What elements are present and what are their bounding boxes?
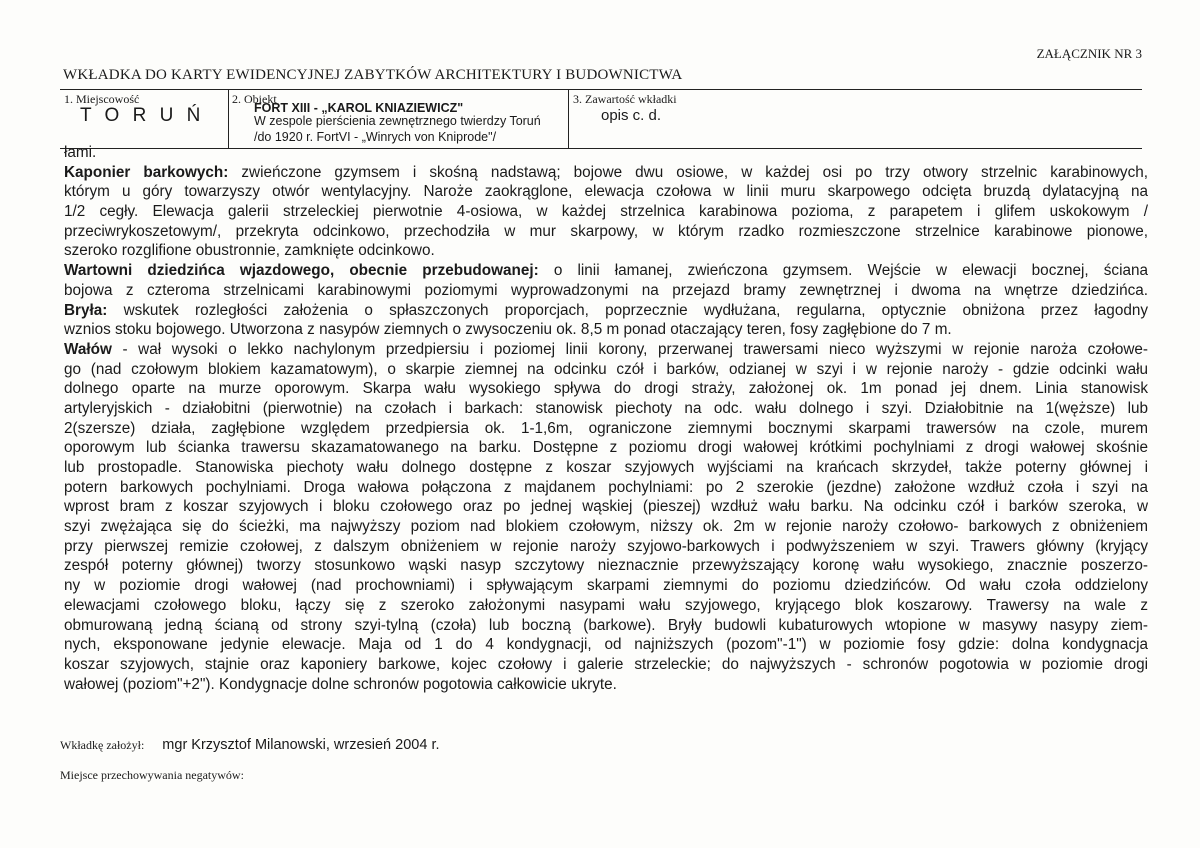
line-text: oporowym lub ścianka trawersu skazamatowanego na barku. Dostępne z poziomu drogi wałowej krótkimi pochylniami z drogi wałowej skośnie — [64, 439, 1148, 457]
line-text: go (nad czołowym blokiem kazamatowym), o skarpie ziemnej na odcinku czół i barków, odzianej w szyi i w rejonie naroży - gdzie odcinki wału — [64, 360, 1148, 378]
line-text: wznios stoku bojowego. Utworzona z nasypów ziemnych o zwysoczeniu ok. 8,5 m ponad otaczający teren, fosy zagłębione do 7 m. — [64, 321, 952, 339]
negatives-label: Miejsce przechowywania negatywów: — [60, 768, 244, 782]
text-line — [64, 222, 1148, 242]
line-text: przy pierwszej remizie czołowej, z dalszym obniżeniem w rejonie naroży szyjowo-barkowych i podwyższeniem w szyi. Trawers główny (kryjący — [64, 537, 1148, 555]
text-line — [64, 596, 1148, 616]
line-text: wprost bram z koszar szyjowych i bloku czołowego oraz po jednej wąskiej (pieszej) wzdłuż wału barku. Na odcinku czół i barków szeroka, w — [64, 498, 1148, 516]
line-text: wałowej (poziom"+2"). Kondygnacje dolne schronów pogotowia całkowicie ukryte. — [64, 675, 617, 693]
text-line — [64, 478, 1148, 498]
line-text: o linii łamanej, zwieńczona gzymsem. Wejście w elewacji bocznej, ściana — [538, 262, 1148, 280]
text-line — [64, 655, 1148, 675]
line-text: szyi zwężająca się do ścieżki, ma najwyższy poziom nad blokiem czołowym, niższy ok. 2m w rejonie naroży czołowo- barkowych z obniżeniem — [64, 518, 1148, 536]
author-value: mgr Krzysztof Milanowski, wrzesień 2004 r. — [162, 737, 440, 753]
object-cell — [228, 90, 569, 148]
text-line — [64, 182, 1148, 202]
text-line — [64, 635, 1148, 655]
place-value: T O R U Ń — [80, 105, 205, 126]
line-text: przeciwrykoszetowym/, przekryta odcinkowo, przechodziła w mur skarpowy, w którym rzadko rozmieszczone strzelnice karabinowe pionowe, — [64, 222, 1148, 240]
line-text: zespół poterny głównej) tworzy stosunkowo wąski nasyp szczytowy nieznacznie przewyższający koronę wału wysokiego, znacznie poszerzo- — [64, 557, 1148, 575]
text-line — [64, 576, 1148, 596]
object-former-name: /do 1920 r. FortVI - „Winrych von Kniprode"/ — [254, 130, 497, 144]
content-cell — [569, 90, 1139, 148]
text-line — [64, 675, 1148, 695]
line-text: nych, eksponowane jedynie elewacje. Maja od 1 do 4 kondygnacji, od najniższych (pozom"-1") w poziomie fosy gdzie: dolna kondygnacja — [64, 636, 1148, 654]
text-line — [64, 320, 1148, 340]
content-value: opis c. d. — [601, 107, 662, 124]
text-line — [64, 497, 1148, 517]
place-cell — [60, 90, 229, 148]
text-line — [64, 241, 1148, 261]
line-text: bojowa z czteroma strzelnicami karabinowymi poziomymi wyprowadzonymi na przejazd bramy zewnętrznej i dwoma na wnętrze dziedzińca. — [64, 281, 1148, 299]
author-row — [60, 736, 440, 754]
line-text: koszar szyjowych, stajnie oraz kaponiery barkowe, kojec czołowy i galerie strzeleckie; do najwyższych - schronów pogotowia w poziomie drogi — [64, 655, 1148, 673]
text-line — [64, 340, 1148, 360]
text-line — [64, 143, 1148, 163]
line-text: dolnego oparte na murze oporowym. Skarpa wału wysokiego spływa do drogi straży, założonej ok. 1m ponad jej dnem. Linia stanowisk — [64, 380, 1148, 398]
line-text: szeroko rozglifione obustronnie, zamknięte odcinkowo. — [64, 242, 435, 260]
text-line — [64, 556, 1148, 576]
line-text: - wał wysoki o lekko nachylonym przedpiersiu i poziomej linii korony, przerwanej trawersami nieco wyższymi w rejonie naroża czołowe- — [111, 340, 1148, 358]
object-description: W zespole pierścienia zewnętrznego twierdzy Toruń — [254, 114, 541, 128]
object-name: FORT XIII - „KAROL KNIAZIEWICZ" — [254, 101, 464, 115]
text-line — [64, 419, 1148, 439]
negatives-row — [60, 766, 244, 784]
text-line — [64, 261, 1148, 281]
text-line — [64, 438, 1148, 458]
author-label: Wkładkę założył: — [60, 738, 145, 752]
annex-number: ZAŁĄCZNIK NR 3 — [1036, 46, 1142, 61]
line-text: ny w poziomie drogi wałowej (nad prochowniami) i spływającym skarpami ziemnymi do poziomu dziedzińców. Od wału czoła oddzielony — [64, 577, 1148, 595]
object-label: 2. Obiekt — [232, 92, 277, 106]
text-line — [64, 281, 1148, 301]
line-text: potern barkowych pochylniami. Droga wałowa połączona z majdanem pochylniami: po 2 szerokie (jezdne) założone wzdłuż czoła i szyi na — [64, 478, 1148, 496]
line-text: artyleryjskich - działobitni (pierwotnie) na czołach i barkach: stanowisk piechoty na odc. wału dolnego i szyi. Działobitnie na 1(węższe) lub — [64, 399, 1148, 417]
line-text: 1/2 cegły. Elewacja galerii strzeleckiej pierwotnie 4-osiowa, w każdej strzelnica karabinowa pozioma, z parapetem i glifem uskokowym / — [64, 203, 1148, 221]
header-table — [60, 89, 1142, 149]
line-text: łami. — [64, 144, 97, 161]
text-line — [64, 458, 1148, 478]
line-text: elewacjami czołowego bloku, łączy się z szeroko założonymi nasypami wału szyjowego, kryjącego blok koszarowy. Trawersy na wale z — [64, 596, 1148, 614]
text-line — [64, 163, 1148, 183]
section-heading: Kaponier barkowych: — [64, 163, 229, 181]
text-line — [64, 301, 1148, 321]
section-heading: Wartowni dziedzińca wjazdowego, obecnie przebudowanej: — [64, 262, 539, 280]
description-body — [64, 143, 1148, 694]
line-text: zwieńczone gzymsem i skośną nadstawą; bojowe dwu osiowe, w każdej osi po trzy otwory strzelnic karabinowych, — [228, 163, 1148, 181]
text-line — [64, 202, 1148, 222]
line-text: obmurowaną jedną ścianą od strony szyi-tylną (czoła) lub boczną (barkowe). Bryły budowli kubaturowych wtopione w masywy nasypy ziem- — [64, 616, 1148, 634]
place-label: 1. Miejscowość — [64, 92, 140, 106]
document-title: WKŁADKA DO KARTY EWIDENCYJNEJ ZABYTKÓW ARCHITEKTURY I BUDOWNICTWA — [63, 67, 683, 83]
text-line — [64, 537, 1148, 557]
section-heading: Wałów — [64, 340, 112, 358]
content-label: 3. Zawartość wkładki — [573, 92, 677, 106]
line-text: wskutek rozległości założenia o spłaszczonych proporcjach, poprzecznie wydłużana, regularna, optycznie obniżona przez łagodny — [107, 301, 1148, 319]
text-line — [64, 616, 1148, 636]
section-heading: Bryła: — [64, 301, 108, 319]
text-line — [64, 517, 1148, 537]
text-line — [64, 379, 1148, 399]
line-text: lub prostopadle. Stanowiska piechoty wału dolnego dostępne z koszar szyjowych wyjściami na krańcach skrzydeł, także poterny głównej i — [64, 459, 1148, 476]
line-text: którym u góry towarzyszy otwór wentylacyjny. Naroże zaokrąglone, elewacja czołowa w linii muru skarpowego odcięta bruzdą dylatacyjną na — [64, 183, 1148, 201]
text-line — [64, 399, 1148, 419]
text-line — [64, 360, 1148, 380]
line-text: 2(szersze) działa, zagłębione względem przedpiersia ok. 1-1,6m, ograniczone ziemnymi bocznymi skarpami trawersów na czole, murem — [64, 419, 1148, 437]
